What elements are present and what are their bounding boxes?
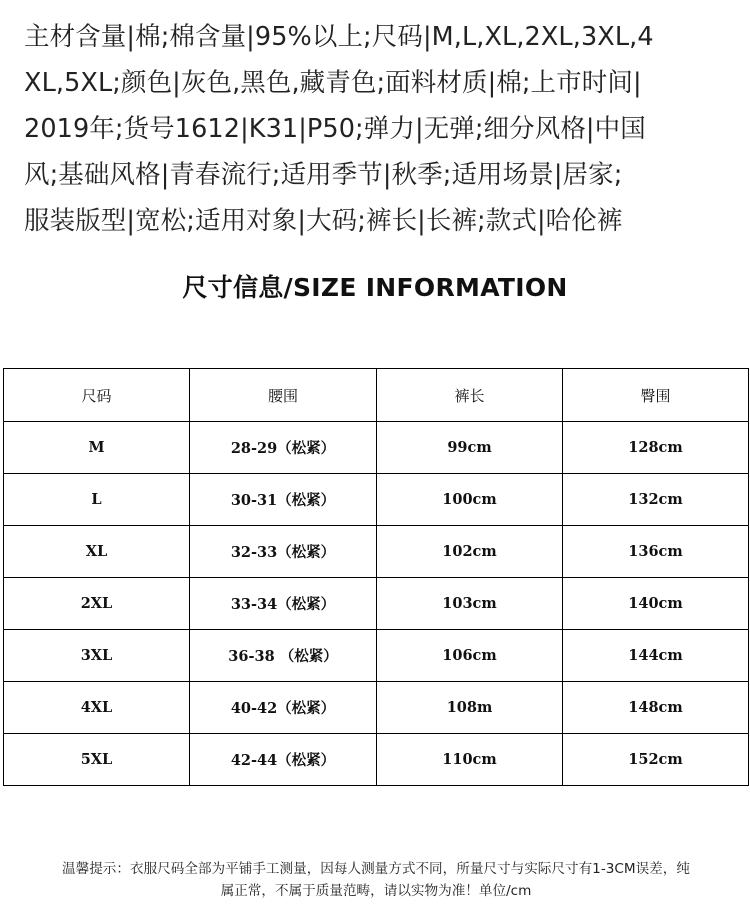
- note-line: 属正常，不属于质量范畴，请以实物为准！单位/cm: [220, 883, 532, 899]
- waist-cell: 30-31（松紧）: [190, 474, 377, 526]
- table-row: [4, 682, 749, 734]
- table-row: [4, 630, 749, 682]
- size-information-title: 尺寸信息/SIZE INFORMATION: [182, 273, 568, 302]
- table-row: [4, 734, 749, 786]
- size-table: [3, 368, 749, 786]
- waist-cell: 32-33（松紧）: [190, 526, 377, 578]
- waist-cell: 42-44（松紧）: [190, 734, 377, 786]
- length-cell: 108m: [377, 682, 563, 734]
- table-header-row: [4, 369, 749, 422]
- column-header-size: 尺码: [4, 369, 190, 422]
- product-spec-text: [24, 14, 730, 244]
- size-cell: 2XL: [4, 578, 190, 630]
- hip-cell: 144cm: [563, 630, 749, 682]
- table-row: [4, 578, 749, 630]
- size-cell: 5XL: [4, 734, 190, 786]
- column-header-waist: 腰围: [190, 369, 377, 422]
- table-row: [4, 526, 749, 578]
- length-cell: 110cm: [377, 734, 563, 786]
- spec-line: 2019年;货号1612|K31|P50;弹力|无弹;细分风格|中国: [24, 114, 646, 144]
- hip-cell: 148cm: [563, 682, 749, 734]
- size-cell: 3XL: [4, 630, 190, 682]
- column-header-length: 裤长: [377, 369, 563, 422]
- spec-line: 风;基础风格|青春流行;适用季节|秋季;适用场景|居家;: [24, 160, 623, 190]
- size-cell: M: [4, 422, 190, 474]
- hip-cell: 128cm: [563, 422, 749, 474]
- waist-cell: 28-29（松紧）: [190, 422, 377, 474]
- hip-cell: 136cm: [563, 526, 749, 578]
- spec-line: 主材含量|棉;棉含量|95%以上;尺码|M,L,XL,2XL,3XL,4: [24, 22, 654, 52]
- length-cell: 102cm: [377, 526, 563, 578]
- hip-cell: 132cm: [563, 474, 749, 526]
- column-header-hip: 臀围: [563, 369, 749, 422]
- size-cell: XL: [4, 526, 190, 578]
- spec-line: XL,5XL;颜色|灰色,黑色,藏青色;面料材质|棉;上市时间|: [24, 68, 642, 98]
- waist-cell: 36-38 （松紧）: [190, 630, 377, 682]
- size-cell: L: [4, 474, 190, 526]
- table-row: [4, 422, 749, 474]
- table-row: [4, 474, 749, 526]
- waist-cell: 40-42（松紧）: [190, 682, 377, 734]
- length-cell: 103cm: [377, 578, 563, 630]
- waist-cell: 33-34（松紧）: [190, 578, 377, 630]
- length-cell: 99cm: [377, 422, 563, 474]
- length-cell: 106cm: [377, 630, 563, 682]
- hip-cell: 152cm: [563, 734, 749, 786]
- size-cell: 4XL: [4, 682, 190, 734]
- measurement-note: [8, 858, 744, 902]
- length-cell: 100cm: [377, 474, 563, 526]
- note-line: 温馨提示：衣服尺码全部为平铺手工测量，因每人测量方式不同，所量尺寸与实际尺寸有1-3CM误差，纯: [62, 861, 690, 877]
- hip-cell: 140cm: [563, 578, 749, 630]
- spec-line: 服装版型|宽松;适用对象|大码;裤长|长裤;款式|哈伦裤: [24, 206, 623, 236]
